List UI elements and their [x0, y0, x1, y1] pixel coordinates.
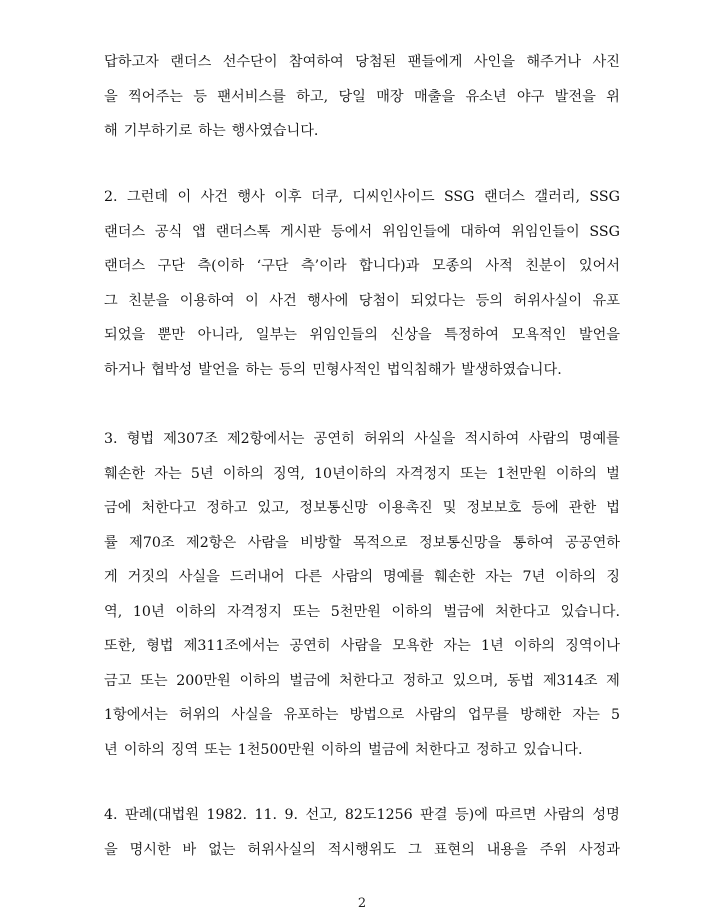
word: 위임인들의 — [309, 327, 378, 343]
word: ‘구단 — [256, 258, 289, 274]
word: 명시한 — [129, 841, 171, 858]
text-line — [104, 740, 620, 775]
word: 5천만원 — [330, 603, 381, 620]
word: 위임인들에 — [381, 223, 451, 240]
text-line — [104, 602, 620, 637]
word: 드러내어 — [229, 569, 285, 585]
word: 구단 — [157, 258, 185, 274]
word: 답하고자 — [104, 54, 159, 70]
word: 사정과 — [578, 841, 620, 858]
word: 9. — [284, 807, 299, 823]
word: 이하의 — [175, 603, 217, 620]
word: 정하고 — [476, 741, 518, 758]
word: 선고, — [305, 807, 338, 823]
word: 사인을 — [473, 54, 515, 70]
word: 협박성 — [151, 361, 193, 378]
text-line — [104, 360, 620, 395]
word: 하고, — [296, 88, 329, 105]
word: 그 — [408, 841, 422, 858]
word: 10년 — [132, 603, 165, 620]
word: 대하여 — [460, 223, 502, 240]
word: 거짓의 — [127, 569, 169, 585]
word: 이하의 — [239, 672, 281, 689]
word: 정하고 — [402, 672, 444, 689]
word: 선수단이 — [222, 54, 278, 70]
word: 유포하는 — [283, 707, 339, 723]
word: 훼손한 — [434, 569, 476, 585]
word: 모욕적인 — [511, 327, 567, 343]
word: 자는 — [154, 465, 182, 482]
word: 등에서 — [331, 223, 373, 240]
word: 이하의 — [555, 465, 597, 482]
text-line — [104, 291, 620, 326]
word: 있어서 — [578, 258, 620, 274]
word: 하는 — [245, 361, 273, 378]
word: 측’이라 — [300, 258, 347, 274]
word: 당일 — [338, 88, 366, 105]
word: 되었다는 — [410, 292, 466, 309]
word: 적시행위도 — [327, 841, 397, 858]
word: 되었을 — [104, 327, 146, 343]
word: 공연히 — [313, 431, 355, 447]
word: 등의 — [278, 361, 307, 378]
word: 더쿠, — [311, 189, 343, 205]
word: 1항에서는 — [104, 707, 168, 723]
paragraph-4 — [104, 805, 620, 874]
word: 표현의 — [433, 841, 475, 858]
word: 당첨이 — [358, 292, 400, 309]
word: 사건 — [200, 189, 228, 205]
word: 통하여 — [512, 534, 554, 551]
word: 이하의 — [391, 603, 433, 620]
word: 자는 — [485, 569, 513, 585]
word: 허위사실이 — [513, 292, 583, 309]
word: 허위의 — [363, 431, 406, 447]
word: 82도1256 — [344, 807, 413, 823]
text-line — [104, 533, 620, 568]
word: 이 — [177, 189, 192, 205]
word: 훼손한 — [104, 465, 146, 482]
word: 징역이나 — [565, 638, 620, 654]
word: 사실을 — [178, 569, 220, 585]
word: 사람의 — [331, 569, 374, 585]
word: 내용을 — [486, 841, 528, 858]
word: 위 — [606, 88, 620, 105]
word: 5 — [610, 707, 620, 723]
word: 징 — [606, 569, 620, 585]
word: 유포 — [592, 292, 620, 309]
text-line — [104, 705, 620, 740]
word: 형법 — [146, 638, 174, 654]
word: 징역 — [170, 741, 199, 758]
word: 발생하였습니다. — [461, 361, 562, 378]
word: 처한다고 — [339, 672, 394, 689]
word: 사람의 — [528, 431, 570, 447]
word: 위임인들이 — [511, 223, 580, 240]
word: 제70조 — [129, 534, 175, 551]
word: 및 — [442, 500, 457, 516]
word: 기부하기로 — [123, 123, 193, 139]
word: 법익침해가 — [386, 361, 456, 378]
word: 하거나 — [104, 361, 146, 378]
text-line — [104, 567, 620, 602]
word: 하는 — [198, 123, 226, 139]
word: 다른 — [294, 569, 322, 585]
word: 참여하여 — [288, 54, 344, 70]
word: 있습니다. — [523, 741, 583, 758]
text-line — [104, 464, 620, 499]
word: 법 — [606, 500, 620, 516]
word: 방해한 — [520, 707, 562, 723]
word: 200만원 — [176, 672, 231, 689]
word: 정보통신망 — [299, 500, 368, 516]
word: SSG — [443, 189, 475, 205]
word: 신상을 — [390, 327, 432, 343]
text-line — [104, 636, 620, 671]
word: 1천만원 — [496, 465, 547, 482]
word: 명예를 — [382, 569, 425, 585]
text-line — [104, 805, 620, 840]
text-line — [104, 671, 620, 706]
word: 자격정지 — [227, 603, 282, 620]
word: 자는 — [572, 707, 600, 723]
word: 랜더스 — [104, 223, 146, 240]
word: 징역, — [272, 465, 305, 482]
word: 따르면 — [495, 807, 537, 823]
word: 사람을 — [247, 534, 289, 551]
word: 유소년 — [465, 88, 507, 105]
text-line — [104, 52, 620, 87]
word: 공연히 — [289, 638, 331, 654]
word: 해 — [104, 123, 118, 139]
word: 또한, — [104, 638, 136, 654]
word: 팬들에게 — [407, 54, 463, 70]
word: 관한 — [568, 500, 597, 516]
word: 동법 — [506, 672, 535, 689]
word: 처한다고 — [495, 603, 550, 620]
paragraph-2 — [104, 187, 620, 394]
word: 모종의 — [431, 258, 473, 274]
word: 5년 — [190, 465, 214, 482]
word: 있으며, — [452, 672, 499, 689]
word: 3. — [104, 431, 118, 447]
word: 을 — [104, 88, 118, 105]
word: 그런데 — [126, 189, 169, 205]
word: 모욕한 — [392, 638, 434, 654]
word: 목적으로 — [352, 534, 408, 551]
page-number: 2 — [357, 896, 367, 911]
word: 앱 — [192, 223, 206, 240]
word: 7년 — [522, 569, 546, 585]
word: 사건 — [269, 292, 297, 309]
word: 벌금에 — [443, 603, 485, 620]
word: 제2항은 — [186, 534, 237, 551]
word: 바 — [182, 841, 197, 858]
word: 정보통신망을 — [418, 534, 502, 551]
word: 명예를 — [578, 431, 620, 447]
word: 또는 — [460, 465, 488, 482]
word: 이하의 — [222, 465, 264, 482]
word: 제307조 — [163, 431, 218, 447]
word: 판결 — [420, 807, 448, 823]
word: 등)에 — [454, 807, 488, 823]
word: SSG — [589, 223, 620, 240]
word: 방법으로 — [349, 707, 405, 723]
word: 아니라, — [197, 327, 244, 343]
word: 판례(대법원 — [124, 807, 200, 823]
word: 처한다고 — [141, 500, 197, 516]
word: 특정하여 — [444, 327, 499, 343]
text-line — [104, 87, 620, 122]
word: 찍어주는 — [128, 88, 183, 105]
word: 디씨인사이드 — [352, 189, 435, 205]
word: 공공연하 — [565, 534, 620, 551]
word: 금고 — [104, 672, 132, 689]
word: 4. — [104, 807, 118, 823]
word: 있고, — [257, 500, 290, 516]
word: 해주거나 — [526, 54, 582, 70]
word: 게 — [104, 569, 118, 585]
word: 제 — [606, 672, 620, 689]
word: 년 — [104, 741, 118, 758]
word: 이용하여 — [179, 292, 235, 309]
word: 1년 — [480, 638, 504, 654]
word: 측(이하 — [197, 258, 245, 274]
word: 랜더스 — [483, 189, 525, 205]
word: 없는 — [208, 841, 236, 858]
word: 팬서비스를 — [217, 88, 286, 105]
word: 주위 — [539, 841, 568, 858]
word: 또는 — [292, 603, 321, 620]
word: 자격정지 — [396, 465, 451, 482]
word: 벌금에 — [289, 672, 331, 689]
word: 금에 — [104, 500, 132, 516]
word: 행사에 — [307, 292, 349, 309]
word: 합니다)과 — [359, 258, 420, 274]
word: 게시판 — [280, 223, 322, 240]
word: 사람의 — [415, 707, 457, 723]
word: 발언을 — [578, 327, 620, 343]
word: 제2항에서는 — [226, 431, 305, 447]
word: 이 — [245, 292, 259, 309]
word: 사적 — [485, 258, 513, 274]
text-line — [104, 256, 620, 291]
word: 또는 — [204, 741, 232, 758]
word: 발전을 — [554, 88, 596, 105]
word: 제311조에서는 — [183, 638, 280, 654]
word: 이하의 — [555, 569, 597, 585]
text-line — [104, 187, 620, 222]
word: 등에 — [531, 500, 559, 516]
word: SSG — [589, 189, 620, 205]
word: 행사였습니다. — [231, 123, 319, 139]
word: 민형사적인 — [312, 361, 381, 378]
word: 이후 — [274, 189, 302, 205]
word: 친분을 — [128, 292, 170, 309]
word: 등 — [193, 88, 207, 105]
word: 일부는 — [255, 327, 297, 343]
word: 당첨된 — [355, 54, 397, 70]
word: 역, — [104, 603, 123, 620]
text-line — [104, 840, 620, 875]
paragraph-3 — [104, 429, 620, 774]
word: 사람을 — [340, 638, 382, 654]
word: 벌 — [606, 465, 620, 482]
word: 처한다고 — [415, 741, 470, 758]
word: 허위의 — [179, 707, 221, 723]
text-line — [104, 429, 620, 464]
word: 정보보호 — [466, 500, 522, 516]
text-line — [104, 325, 620, 360]
word: 랜더스 — [170, 54, 212, 70]
word: 제314조 — [542, 672, 598, 689]
word: 사진 — [592, 54, 620, 70]
text-line — [104, 121, 620, 156]
word: 발언을 — [198, 361, 240, 378]
word: 행사 — [237, 189, 265, 205]
text-line — [104, 498, 620, 533]
word: 야구 — [516, 88, 545, 105]
word: 사실을 — [414, 431, 456, 447]
word: 10년이하의 — [314, 465, 387, 482]
word: 허위사실의 — [247, 841, 316, 858]
word: 뿐만 — [157, 327, 186, 343]
word: 11. — [254, 807, 278, 823]
word: 갤러리, — [534, 189, 581, 205]
word: 랜더스톡 — [215, 223, 271, 240]
word: 사람의 — [543, 807, 585, 823]
word: 사실을 — [231, 707, 273, 723]
word: 1982. — [206, 807, 248, 823]
word: 매출을 — [413, 88, 456, 105]
word: 업무를 — [467, 707, 509, 723]
word: 1천500만원 — [237, 741, 315, 758]
word: 또는 — [140, 672, 168, 689]
word: 2. — [104, 189, 118, 205]
word: 벌금에 — [368, 741, 410, 758]
text-line — [104, 222, 620, 257]
word: 있습니다. — [560, 603, 620, 620]
word: 랜더스 — [104, 258, 146, 274]
word: 비방할 — [300, 534, 342, 551]
word: 이하의 — [513, 638, 555, 654]
word: 적시하여 — [464, 431, 520, 447]
word: 그 — [104, 292, 118, 309]
word: 을 — [104, 841, 118, 858]
word: 이용촉진 — [377, 500, 433, 516]
word: 등의 — [475, 292, 504, 309]
word: 이하의 — [123, 741, 165, 758]
word: 률 — [104, 534, 118, 551]
word: 매장 — [376, 88, 404, 105]
word: 이하의 — [320, 741, 363, 758]
paragraph-1 — [104, 52, 620, 156]
word: 자는 — [443, 638, 471, 654]
word: 친분이 — [525, 258, 567, 274]
word: 형법 — [126, 431, 155, 447]
word: 성명 — [592, 807, 620, 823]
word: 공식 — [154, 223, 183, 240]
word: 정하고 — [206, 500, 248, 516]
